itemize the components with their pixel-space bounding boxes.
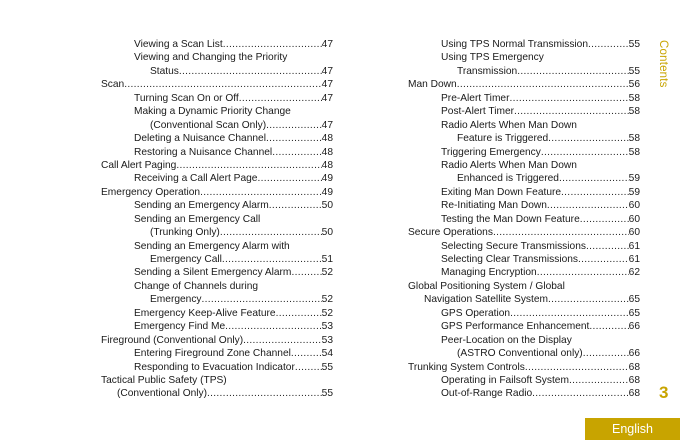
toc-entry-title: Viewing a Scan List [134,39,223,50]
dot-leader [517,65,628,78]
dot-leader [200,186,322,199]
dot-leader [586,240,629,253]
toc-entry-title: Deleting a Nuisance Channel [134,133,266,145]
toc-entry-title: Exiting Man Down Feature [441,186,562,198]
toc-page-number: 47 [321,79,333,91]
toc-page-number: 55 [321,361,333,373]
toc-entry-title: Radio Alerts When Man Down [441,159,577,171]
dot-leader [176,159,321,172]
dot-leader [580,213,629,226]
toc-entry-title: Restoring a Nuisance Channel [134,146,273,158]
toc-page-number: 53 [321,321,333,333]
toc-entry[interactable] [408,387,640,400]
toc-entry-title: GPS Performance Enhancement [441,321,590,333]
toc-entry[interactable] [101,334,333,347]
toc-entry-title: Emergency Call [150,254,222,265]
dot-leader [179,65,322,78]
dot-leader [510,307,629,320]
toc-entry[interactable] [101,307,333,320]
toc-entry-title: Secure Operations [408,227,493,239]
toc-page-number: 54 [321,348,333,360]
toc-entry[interactable] [101,92,333,105]
toc-entry[interactable] [101,38,333,51]
toc-entry-title: Responding to Evacuation Indicator [134,361,295,373]
toc-entry-title: Transmission [457,65,518,77]
dot-leader [266,132,322,145]
toc-entry[interactable] [101,186,333,199]
toc-page-number: 58 [628,146,640,158]
dot-leader [525,361,629,374]
toc-entry-title: Emergency Find Me [134,321,226,333]
dot-leader [589,320,628,333]
toc-page-number: 66 [628,348,640,360]
toc-page-number: 48 [321,146,333,158]
dot-leader [532,387,628,400]
toc-page-number: 68 [628,361,640,373]
toc-entry[interactable] [408,320,640,333]
dot-leader [276,307,322,320]
dot-leader [548,132,628,145]
toc-entry[interactable] [101,320,333,333]
dot-leader [220,226,322,239]
toc-entry[interactable] [408,307,640,320]
dot-leader [559,172,629,185]
toc-entry-title: Out-of-Range Radio [441,388,533,400]
toc-page-number: 60 [628,200,640,212]
toc-page-number: 52 [321,294,333,306]
toc-entry-title: Feature is Triggered [457,133,549,145]
toc-entry[interactable] [408,186,640,199]
toc-page-number: 61 [628,254,640,265]
dot-leader [239,92,322,105]
toc-page-number: 48 [321,133,333,145]
toc-entry-title: Sending an Emergency Call [134,213,261,225]
toc-entry[interactable] [408,266,640,279]
toc-entry-title: Peer-Location on the Display [441,334,572,346]
toc-entry[interactable] [408,159,640,186]
toc-entry[interactable] [408,374,640,387]
toc-entry-title: (ASTRO Conventional only) [457,348,583,360]
toc-entry-title: Making a Dynamic Priority Change [134,106,291,118]
chapter-number: 3 [659,383,669,402]
toc-entry-title: Entering Fireground Zone Channel [134,348,291,360]
toc-page-number: 50 [321,200,333,212]
toc-entry-title: Using TPS Emergency [441,52,544,64]
toc-entry[interactable] [408,280,640,307]
toc-entry-title: Viewing and Changing the Priority [134,52,288,64]
dot-leader [547,199,629,212]
toc-page-number: 49 [321,173,333,185]
dot-leader [510,92,629,105]
toc-entry-title: Selecting Clear Transmissions [441,254,579,265]
toc-entry-title: Man Down [408,79,457,91]
toc-page-number: 58 [628,106,640,118]
toc-entry[interactable] [101,199,333,212]
toc-entry[interactable] [101,172,333,185]
toc-page-number: 52 [321,307,333,319]
toc-entry[interactable] [101,105,333,132]
toc-page-number: 65 [628,307,640,319]
toc-entry[interactable] [408,240,640,253]
toc-page-number: 65 [628,294,640,306]
toc-left-column [101,38,333,401]
dot-leader [514,105,629,118]
toc-page-number: 50 [321,227,333,239]
dot-leader [561,186,629,199]
dot-leader [225,320,322,333]
toc-entry-title: Sending an Emergency Alarm [134,200,269,212]
toc-entry[interactable] [408,213,640,226]
toc-entry-title: Tactical Public Safety (TPS) [101,374,227,386]
toc-entry-title: Using TPS Normal Transmission [441,39,589,50]
toc-entry-title: Global Positioning System / Global [408,280,565,292]
toc-page-number: 48 [321,159,333,171]
toc-page-number: 58 [628,92,640,104]
toc-page-number: 47 [321,92,333,104]
toc-page-number: 47 [321,39,333,50]
toc-entry[interactable] [408,92,640,105]
toc-entry[interactable] [408,105,640,118]
toc-entry[interactable] [101,347,333,360]
toc-entry-title: Post-Alert Timer [441,106,515,118]
toc-entry[interactable] [408,361,640,374]
toc-page-number: 61 [628,240,640,252]
toc-page-number: 68 [628,374,640,386]
toc-entry-title: Testing the Man Down Feature [441,213,580,225]
dot-leader [291,266,321,279]
toc-entry-title: Change of Channels during [134,280,259,292]
toc-entry-title: Triggering Emergency [441,146,541,158]
dot-leader [541,146,629,159]
toc-page-number: 55 [628,39,640,50]
toc-entry[interactable] [101,132,333,145]
toc-page-number: 55 [628,65,640,77]
toc-entry[interactable] [408,78,640,91]
dot-leader [223,38,322,51]
toc-entry-title: Fireground (Conventional Only) [101,334,244,346]
dot-leader [269,199,322,212]
toc-page-number: 59 [628,173,640,185]
toc-entry-title: Radio Alerts When Man Down [441,119,577,131]
toc-page-number: 60 [628,227,640,239]
toc-entry-title: Selecting Secure Transmissions [441,240,586,252]
toc-entry[interactable] [101,78,333,91]
dot-leader [222,253,322,266]
toc-entry-title: Status [150,65,179,77]
toc-entry-title: Operating in Failsoft System [441,374,569,386]
toc-entry[interactable] [101,213,333,240]
toc-page-number: 49 [321,186,333,198]
toc-entry-title: Enhanced is Triggered [457,173,559,185]
toc-entry-title: Emergency [150,294,202,306]
toc-page-number: 62 [628,267,640,279]
toc-page-number: 68 [628,388,640,400]
toc-right-column [408,38,640,401]
toc-entry-title: Managing Encryption [441,267,537,279]
toc-page-number: 58 [628,133,640,145]
language-tab[interactable]: English [585,418,680,440]
dot-leader [583,347,629,360]
toc-entry-title: Call Alert Paging [101,159,177,171]
toc-entry[interactable] [408,226,640,239]
toc-entry[interactable] [101,374,333,401]
toc-entry-title: (Conventional Scan Only) [150,119,267,131]
toc-entry-title: Receiving a Call Alert Page [134,173,258,185]
toc-entry-title: Pre-Alert Timer [441,92,510,104]
dot-leader [124,78,321,91]
toc-entry-title: Navigation Satellite System [424,294,549,306]
toc-entry-title: Re-Initiating Man Down [441,200,547,212]
toc-entry[interactable] [408,199,640,212]
dot-leader [291,347,322,360]
toc-entry-title: Turning Scan On or Off [134,92,239,104]
toc-entry[interactable] [101,240,333,267]
toc-entry-title: GPS Operation [441,307,511,319]
toc-entry-title: Emergency Keep-Alive Feature [134,307,276,319]
dot-leader [548,293,629,306]
toc-page-number: 47 [321,119,333,131]
toc-page-number: 60 [628,213,640,225]
toc-page-number: 47 [321,65,333,77]
toc-entry-title: (Trunking Only) [150,227,220,239]
dot-leader [266,119,322,132]
toc-page-number: 53 [321,334,333,346]
toc-page-number: 59 [628,186,640,198]
toc-page-number: 51 [321,254,333,265]
dot-leader [537,266,629,279]
dot-leader [493,226,629,239]
dot-leader [457,78,629,91]
dot-leader [578,253,629,266]
dot-leader [569,374,629,387]
toc-entry[interactable] [408,253,640,266]
toc-page-number: 66 [628,321,640,333]
toc-page-number: 56 [628,79,640,91]
toc-page-number: 55 [321,388,333,400]
toc-entry-title: Emergency Operation [101,186,201,198]
toc-entry-title: Sending a Silent Emergency Alarm [134,267,292,279]
toc-entry[interactable] [408,38,640,51]
contents-sidebar-label: Contents [657,40,669,88]
dot-leader [207,387,322,400]
toc-entry[interactable] [101,266,333,279]
dot-leader [257,172,321,185]
toc-entry-title: (Conventional Only) [117,388,208,400]
toc-entry[interactable] [101,51,333,78]
dot-leader [202,293,322,306]
toc-entry[interactable] [408,51,640,78]
dot-leader [588,38,629,51]
toc-entry-title: Sending an Emergency Alarm with [134,240,290,252]
toc-entry-title: Scan [101,79,125,91]
toc-page-number: 52 [321,267,333,279]
toc-entry[interactable] [408,334,640,361]
toc-entry[interactable] [408,119,640,146]
dot-leader [272,146,321,159]
toc-entry[interactable] [101,146,333,159]
toc-entry[interactable] [408,146,640,159]
dot-leader [243,334,322,347]
toc-entry[interactable] [101,159,333,172]
toc-entry-title: Trunking System Controls [408,361,525,373]
toc-entry[interactable] [101,280,333,307]
dot-leader [295,361,322,374]
toc-entry[interactable] [101,361,333,374]
